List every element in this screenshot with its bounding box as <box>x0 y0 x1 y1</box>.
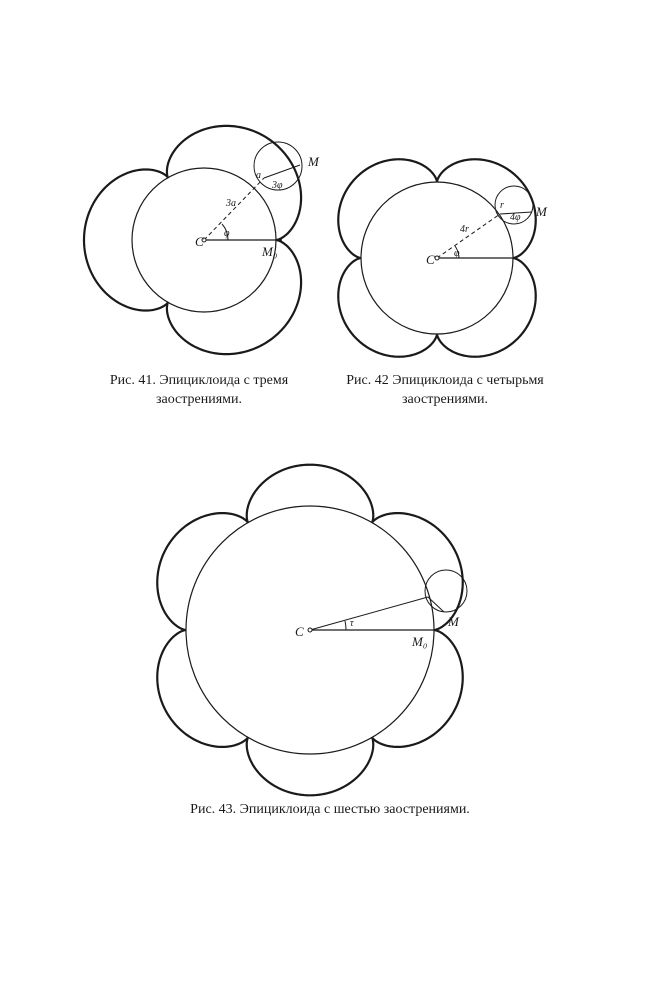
caption-figure-43: Рис. 43. Эпициклоида с шестью заострениями. <box>190 802 470 817</box>
radius-line-C-a <box>204 178 264 240</box>
label-angle: φ <box>224 228 230 239</box>
label-rolling-center: a <box>256 170 261 181</box>
label-radius: 3a <box>226 198 236 209</box>
center-point <box>435 256 439 260</box>
label-rolling-angle: 4φ <box>510 212 521 223</box>
label-center: C <box>195 234 204 249</box>
label-point: M <box>448 614 459 629</box>
rolling-circle <box>425 570 467 612</box>
radius-line <box>437 214 500 258</box>
figure-41-epicycloid-three-cusps <box>84 126 320 354</box>
caption-figure-42: Рис. 42 Эпициклоида с четырьмя заострениями. <box>346 373 544 407</box>
radius-line <box>310 597 428 630</box>
label-angle: φ <box>454 248 460 259</box>
label-radius: 4r <box>460 224 469 235</box>
label-point: M <box>536 204 547 219</box>
label-center: C <box>295 624 304 639</box>
figure-43-epicycloid-six-cusps <box>157 465 467 796</box>
label-center: C <box>426 252 435 267</box>
label-rolling-center: r <box>500 200 504 211</box>
label-start: M₀ <box>262 244 278 259</box>
caption-figure-41: Рис. 41. Эпициклоида с тремя заострениями. <box>109 373 289 407</box>
angle-arc <box>345 621 346 630</box>
center-point <box>308 628 312 632</box>
label-rolling-angle: 3φ <box>272 180 283 191</box>
label-point: M <box>308 154 319 169</box>
label-start: M₀ <box>412 634 428 649</box>
figure-42-epicycloid-four-cusps <box>338 159 548 356</box>
label-angle: τ <box>350 618 354 629</box>
